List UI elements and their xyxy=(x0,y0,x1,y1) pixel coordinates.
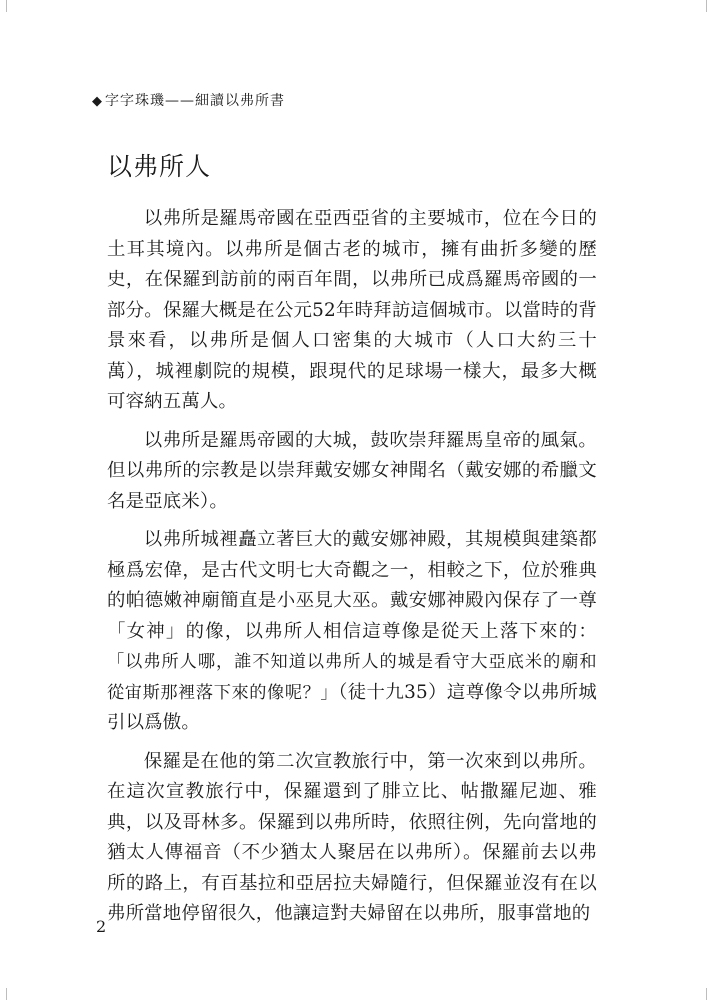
paragraph-4: 保羅是在他的第二次宣教旅行中，第一次來到以弗所。在這次宣教旅行中，保羅還到了腓立比、帖撒羅尼迦、雅典，以及哥林多。保羅到以弗所時，依照往例，先向當地的猶太人傳福音（不少猶太人聚居在以弗所）。保羅前去以弗所的路上，有百基拉和亞居拉夫婦隨行，但保羅並沒有在以弗所當地停留很久，他讓這對夫婦留在以弗所，服事當地的 xyxy=(107,750,597,924)
paragraph-3 xyxy=(107,525,597,739)
running-header xyxy=(92,90,285,110)
scripture-quote: 「以弗所人哪，誰不知道以弗所人的城是看守大亞底米的廟和從宙斯那裡落下來的像呢？」 xyxy=(107,652,597,703)
diamond-icon: ◆ xyxy=(92,94,103,109)
paragraph-3-text-before: 以弗所城裡矗立著巨大的戴安娜神殿，其規模與建築都極爲宏偉，是古代文明七大奇觀之一，相較之下，位於雅典的帕德嫩神廟簡直是小巫見大巫。戴安娜神殿內保存了一尊「女神」的像，以弗所人相信這尊像是從天上落下來的： xyxy=(107,529,597,642)
crop-mark-top-right xyxy=(706,0,707,12)
paragraph-1: 以弗所是羅馬帝國在亞西亞省的主要城市，位在今日的土耳其境內。以弗所是個古老的城市，擁有曲折多變的歷史，在保羅到訪前的兩百年間，以弗所已成爲羅馬帝國的一部分。保羅大概是在公元52年時拜訪這個城市。以當時的背景來看，以弗所是個人口密集的大城市（人口大約三十萬），城裡劇院的規模，跟現代的足球場一樣大，最多大概可容納五萬人。 xyxy=(107,208,597,412)
paragraph-3-text-after: （徒十九35）這尊像令以弗所城引以爲傲。 xyxy=(107,681,598,733)
chapter-title: 以弗所人 xyxy=(107,152,212,181)
page-number: 2 xyxy=(96,917,107,936)
crop-mark-bottom-right xyxy=(706,988,707,1000)
body-text xyxy=(107,204,597,938)
paragraph-2: 以弗所是羅馬帝國的大城，鼓吹崇拜羅馬皇帝的風氣。但以弗所的宗教是以崇拜戴安娜女神聞名（戴安娜的希臘文名是亞底米）。 xyxy=(107,429,597,512)
crop-mark-bottom-left xyxy=(6,988,7,1000)
book-title: 字字珠璣——細讀以弗所書 xyxy=(105,93,285,109)
crop-mark-top-left xyxy=(6,0,7,12)
